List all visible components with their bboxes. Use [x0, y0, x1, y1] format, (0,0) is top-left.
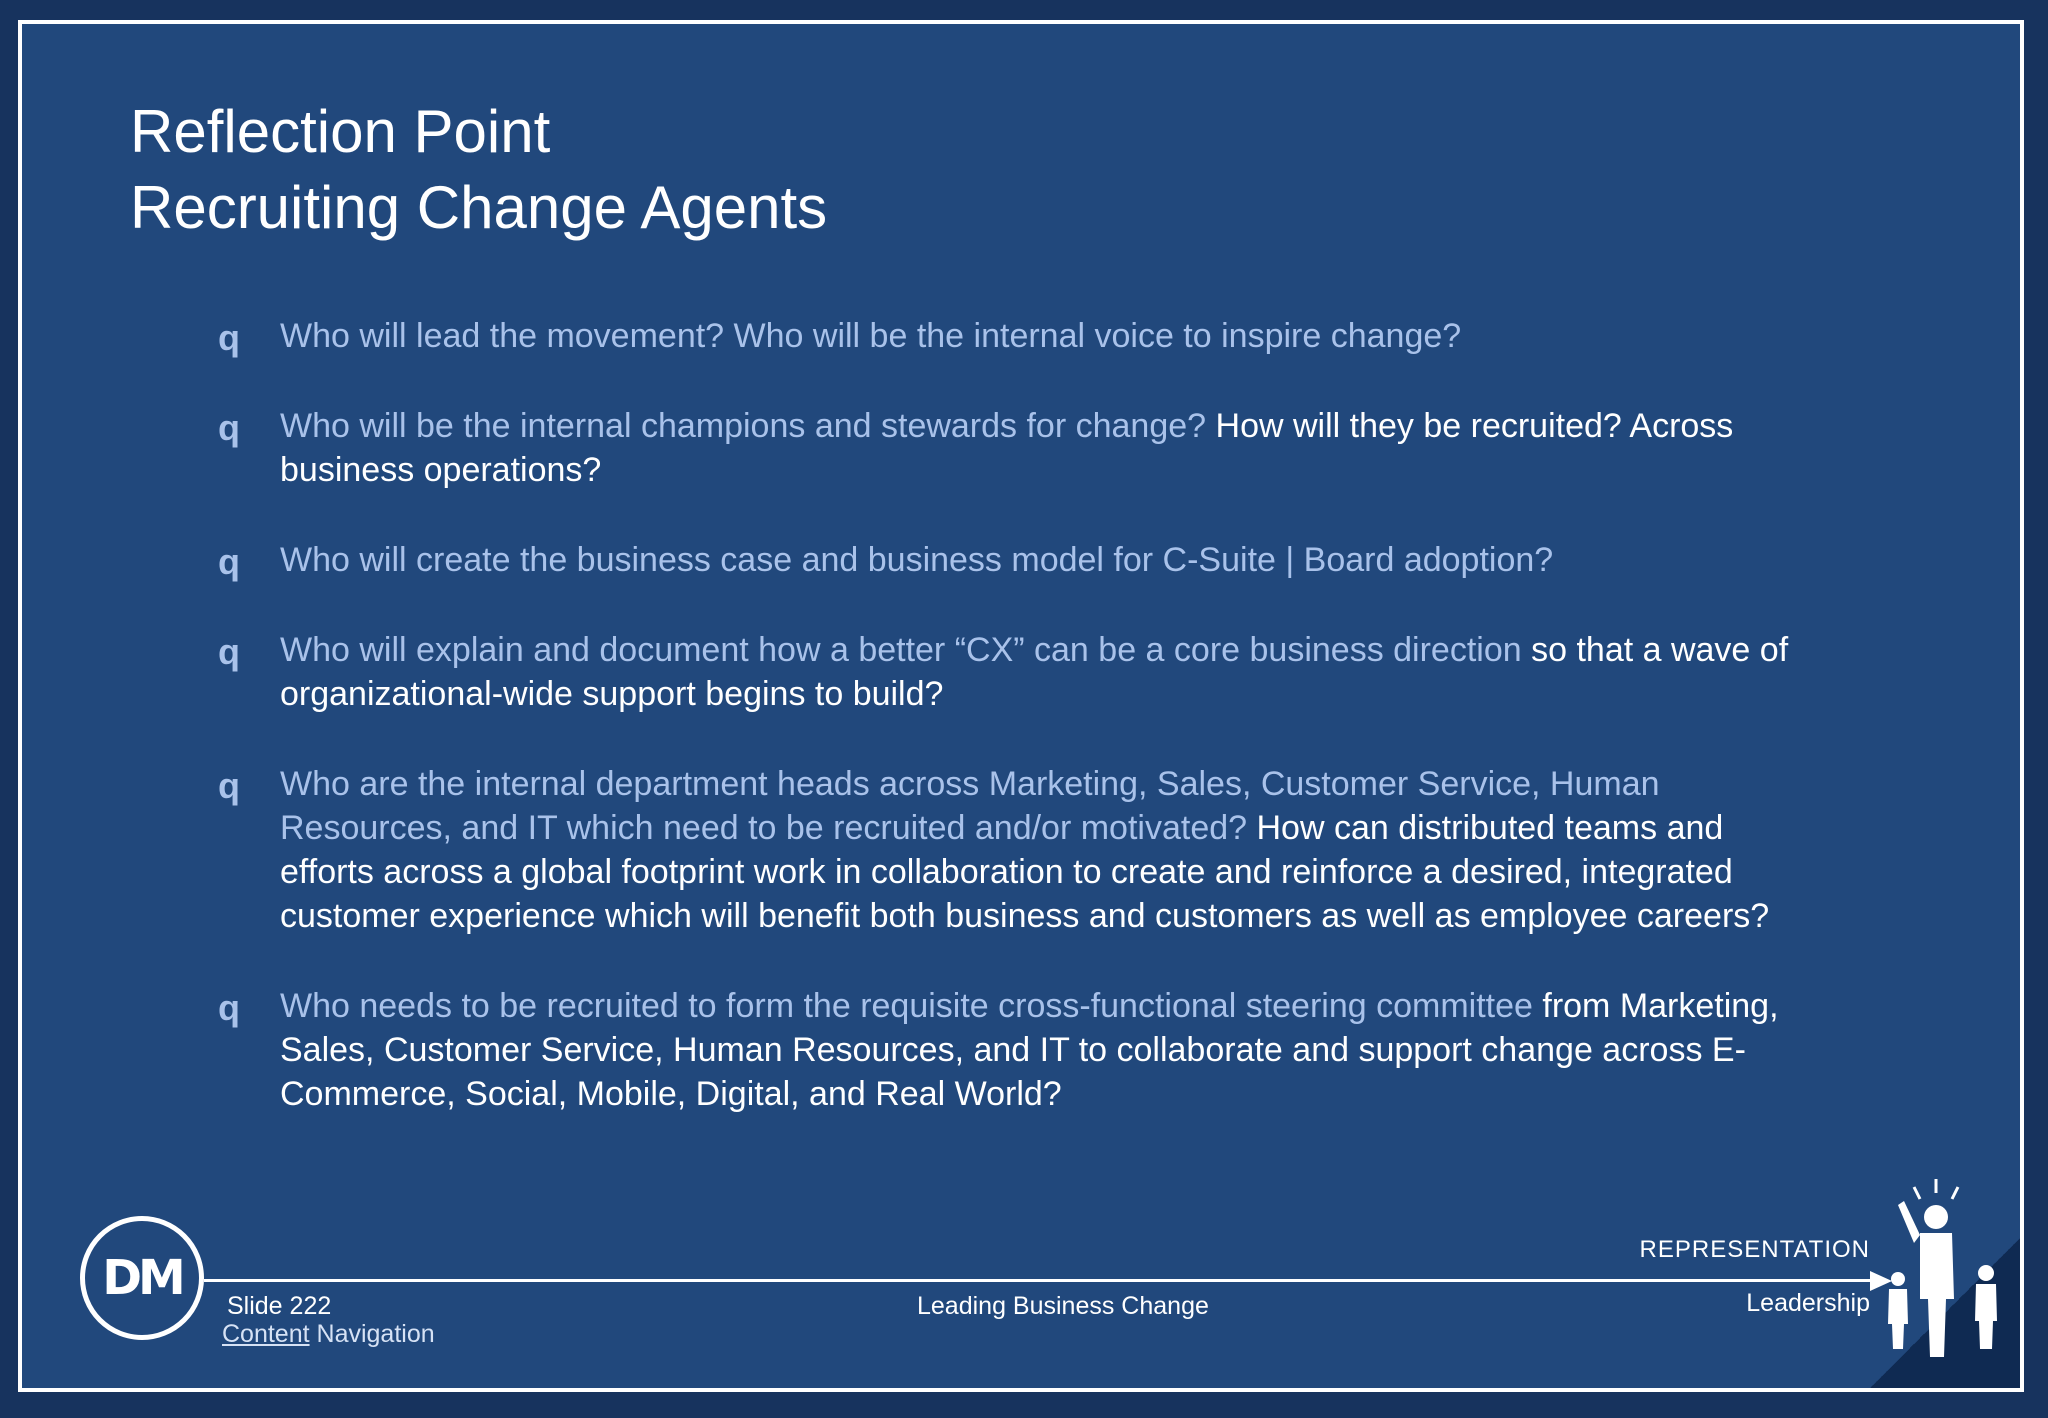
footer-title: Leading Business Change — [917, 1292, 1209, 1320]
navigation-line — [204, 1279, 1872, 1282]
list-item — [218, 628, 1818, 716]
question-text: so that a wave of organizational-wide support begins to build? — [280, 631, 1789, 713]
leadership-figures-icon — [1868, 1179, 2008, 1379]
content-navigation — [222, 1320, 435, 1349]
leadership-label: Leadership — [1746, 1289, 1870, 1317]
list-item — [218, 404, 1818, 492]
bullet-icon: q — [218, 631, 240, 672]
dm-logo[interactable]: DM — [80, 1216, 204, 1340]
slide-title — [130, 94, 827, 246]
question-highlight: Who will be the internal champions and stewards for change? — [280, 407, 1207, 445]
list-item — [218, 538, 1818, 582]
question-highlight: Who will lead the movement? Who will be the internal voice to inspire change? — [280, 317, 1462, 355]
list-item — [218, 314, 1818, 358]
question-highlight: Who needs to be recruited to form the requisite cross-functional steering committee — [280, 987, 1533, 1025]
title-line-1: Reflection Point — [130, 98, 551, 165]
question-text: from Marketing, Sales, Customer Service, Human Resources, and IT to collaborate and support change across E-Commerce, Social, Mobile, Digital, and Real World? — [280, 987, 1779, 1113]
slide-number: Slide 222 — [227, 1292, 332, 1320]
question-highlight: Who will create the business case and business model for C-Suite | Board adoption? — [280, 541, 1554, 579]
slide — [18, 20, 2024, 1392]
bullet-icon: q — [218, 407, 240, 448]
list-item — [218, 984, 1818, 1116]
bullet-icon: q — [218, 317, 240, 358]
navigation-label: Navigation — [309, 1320, 435, 1348]
list-item — [218, 762, 1818, 938]
question-text: How can distributed teams and efforts across a global footprint work in collaboration to create and reinforce a desired, integrated customer experience which will benefit both business and customers as well as employee careers? — [280, 809, 1770, 935]
title-line-2: Recruiting Change Agents — [130, 174, 828, 241]
bullet-icon: q — [218, 765, 240, 806]
content-link[interactable]: Content — [222, 1320, 310, 1348]
question-highlight: Who are the internal department heads across Marketing, Sales, Customer Service, Human Resources, and IT which need to be recruited and/or motivated? — [280, 765, 1660, 847]
question-list — [218, 314, 1818, 1162]
bullet-icon: q — [218, 987, 240, 1028]
question-highlight: Who will explain and document how a better “CX” can be a core business direction — [280, 631, 1522, 669]
representation-label: REPRESENTATION — [1639, 1236, 1870, 1263]
bullet-icon: q — [218, 541, 240, 582]
question-text: How will they be recruited? Across business operations? — [280, 407, 1734, 489]
